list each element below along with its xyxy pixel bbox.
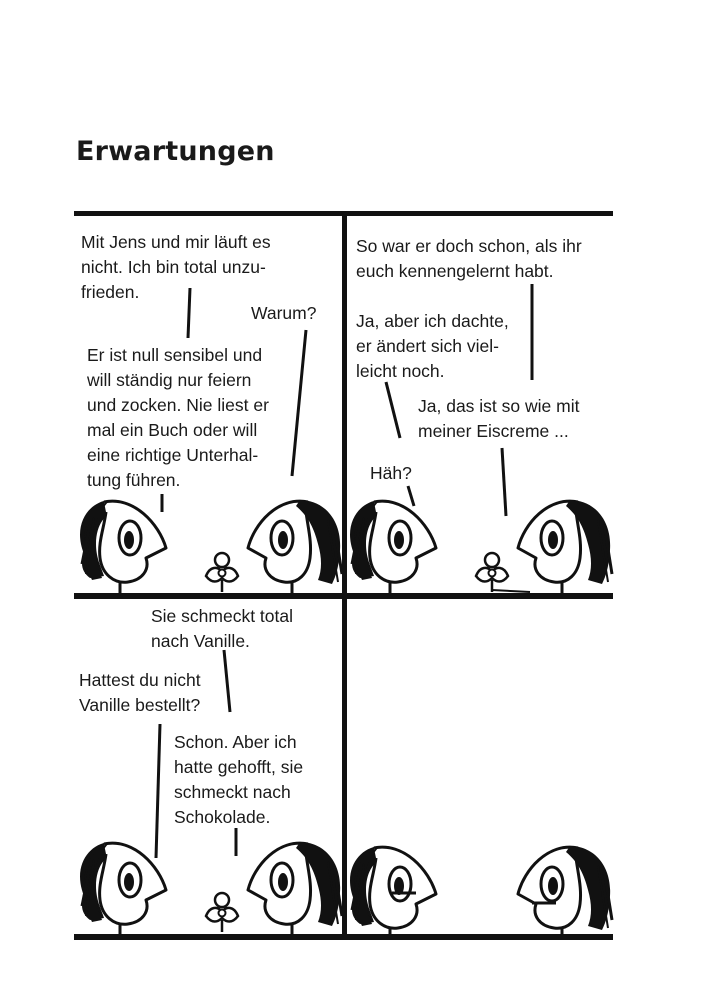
panel-4-character-right — [518, 846, 612, 940]
panel-1-speech-2-line: und zocken. Nie liest er — [87, 395, 269, 415]
page-title: Erwartungen — [76, 136, 275, 167]
panel-3-speech-2-line: Hattest du nicht — [79, 670, 201, 690]
panel-1-speech-2-line: will ständig nur feiern — [87, 370, 252, 390]
panel-4-character-left — [350, 846, 436, 940]
panel-2-speech-3-line: Ja, das ist so wie mit — [418, 396, 580, 416]
panel-3-speech-2-line: Vanille bestellt? — [79, 695, 201, 715]
panel-1-speech-2-line: Er ist null sensibel und — [87, 345, 263, 365]
panel-3-speech-3-line: hatte gehofft, sie — [174, 757, 304, 777]
panel-1-speech-2-line: tung führen. — [87, 470, 181, 490]
panel-1-speech-1-line: Mit Jens und mir läuft es — [81, 232, 271, 252]
panel-3-speech-3-line: Schokolade. — [174, 807, 271, 827]
panel-2-speech-2-line: leicht noch. — [356, 361, 445, 381]
panel-1-speech-2-line: eine richtige Unterhal- — [87, 445, 259, 465]
panel-2-speech-2-line: er ändert sich viel- — [356, 336, 499, 356]
panel-3-speech-3-line: Schon. Aber ich — [174, 732, 297, 752]
panel-2-speech-reply: Häh? — [370, 463, 412, 483]
panel-3-speech-3-line: schmeckt nach — [174, 782, 291, 802]
panel-1-speech-2-line: mal ein Buch oder will — [87, 420, 258, 440]
panel-2-speech-1-line: So war er doch schon, als ihr — [356, 236, 582, 256]
panel-3-speech-1-line: nach Vanille. — [151, 631, 250, 651]
panel-2-speech-3-line: meiner Eiscreme ... — [418, 421, 569, 441]
panel-2-speech-2-line: Ja, aber ich dachte, — [356, 311, 509, 331]
panel-2-speech-1-line: euch kennengelernt habt. — [356, 261, 554, 281]
panel-1-speech-1-line: frieden. — [81, 282, 140, 302]
panel-3-speech-1-line: Sie schmeckt total — [151, 606, 293, 626]
panel-1-speech-reply: Warum? — [251, 303, 317, 323]
panel-1-speech-1-line: nicht. Ich bin total unzu- — [81, 257, 266, 277]
